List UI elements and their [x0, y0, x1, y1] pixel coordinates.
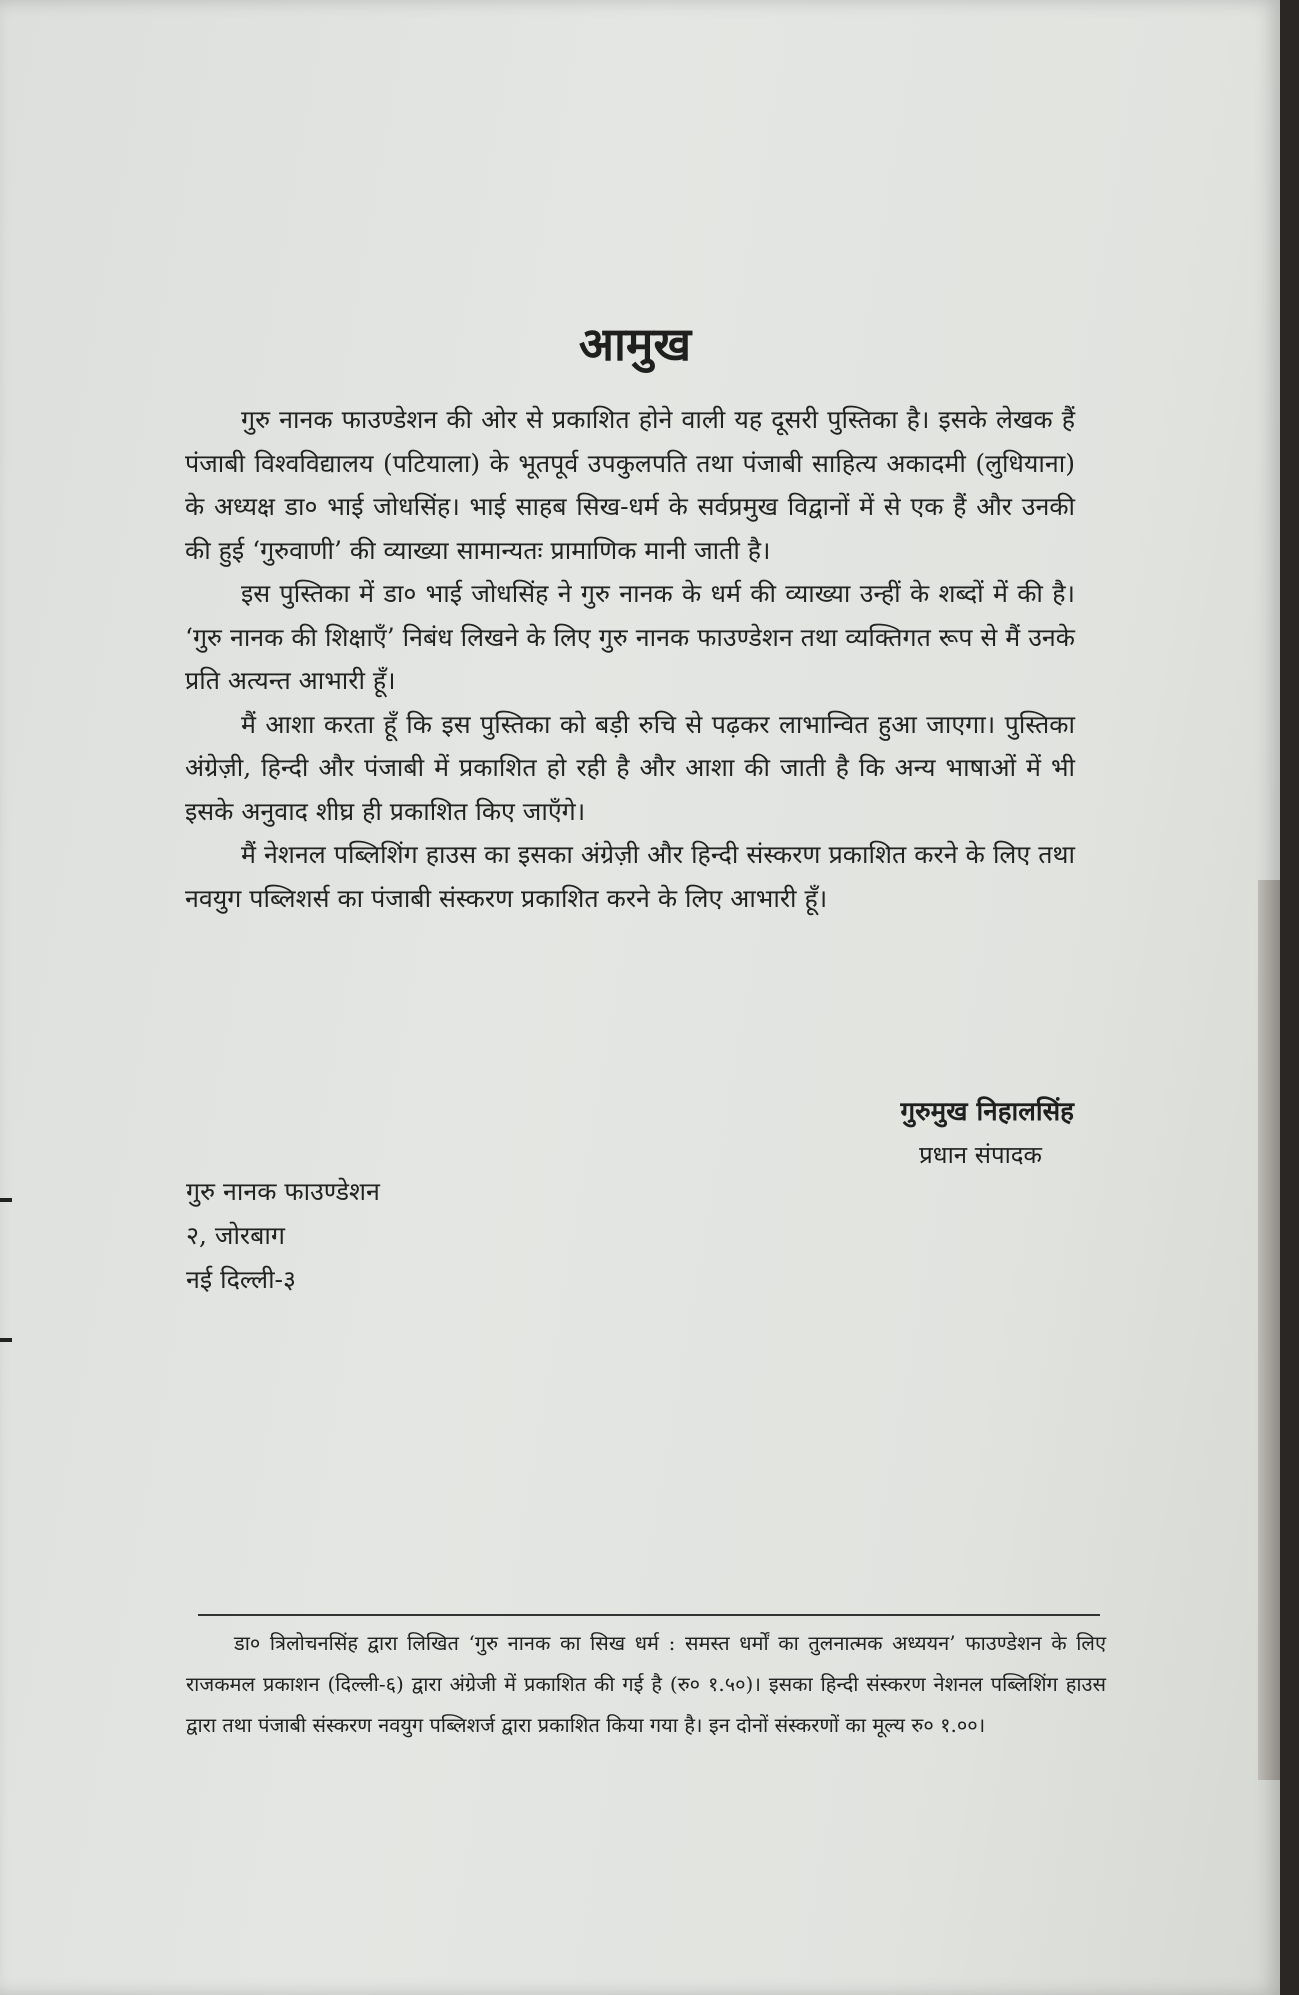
address-line: नई दिल्ली-३	[186, 1265, 296, 1294]
address-block	[186, 1170, 380, 1302]
page-title: आमुख	[578, 317, 692, 371]
foreword-body	[185, 398, 1075, 920]
paragraph: इस पुस्तिका में डा० भाई जोधसिंह ने गुरु नानक के धर्म की व्याख्या उन्हीं के शब्दों में की है। ‘गुरु नानक की शिक्षाएँ’ निबंध लिखने के लिए गुरु नानक फाउण्डेशन तथा व्यक्तिगत रूप से मैं उनके प्रति अत्यन्त आभारी हूँ।	[185, 579, 1075, 695]
footnote	[186, 1623, 1106, 1746]
signatory-name: गुरुमुख निहालसिंह	[900, 1097, 1074, 1127]
address-line: गुरु नानक फाउण्डेशन	[186, 1177, 380, 1206]
paragraph: गुरु नानक फाउण्डेशन की ओर से प्रकाशित होने वाली यह दूसरी पुस्तिका है। इसके लेखक हैं पंजाबी विश्वविद्यालय (पटियाला) के भूतपूर्व उपकुलपति तथा पंजाबी साहित्य अकादमी (लुधियाना) के अध्यक्ष डा० भाई जोधसिंह। भाई साहब सिख-धर्म के सर्वप्रमुख विद्वानों में से एक हैं और उनकी की हुई ‘गुरुवाणी’ की व्याख्या सामान्यतः प्रामाणिक मानी जाती है।	[185, 405, 1075, 565]
paragraph: मैं नेशनल पब्लिशिंग हाउस का इसका अंग्रेज़ी और हिन्दी संस्करण प्रकाशित करने के लिए तथा नवयुग पब्लिशर्स का पंजाबी संस्करण प्रकाशित करने के लिए आभारी हूँ।	[185, 840, 1075, 913]
page-edge	[1258, 880, 1280, 1780]
binding-staple	[0, 1338, 12, 1342]
signatory-role: प्रधान संपादक	[919, 1141, 1042, 1169]
footnote-text: डा० त्रिलोचनसिंह द्वारा लिखित ‘गुरु नानक का सिख धर्म : समस्त धर्मों का तुलनात्मक अध्ययन’ फाउण्डेशन के लिए राजकमल प्रकाशन (दिल्ली-६) द्वारा अंग्रेजी में प्रकाशित की गई है (रु० १.५०)। इसका हिन्दी संस्करण नेशनल पब्लिशिंग हाउस द्वारा तथा पंजाबी संस्करण नवयुग पब्लिशर्ज द्वारा प्रकाशित किया गया है। इन दोनों संस्करणों का मूल्य रु० १.००।	[186, 1631, 1106, 1737]
address-line: २, जोरबाग	[186, 1221, 285, 1250]
paragraph: मैं आशा करता हूँ कि इस पुस्तिका को बड़ी रुचि से पढ़कर लाभान्वित हुआ जाएगा। पुस्तिका अंग्रेज़ी, हिन्दी और पंजाबी में प्रकाशित हो रही है और आशा की जाती है कि अन्य भाषाओं में भी इसके अनुवाद शीघ्र ही प्रकाशित किए जाएँगे।	[185, 709, 1075, 826]
footnote-divider	[198, 1614, 1100, 1616]
binding-staple	[0, 1198, 12, 1202]
